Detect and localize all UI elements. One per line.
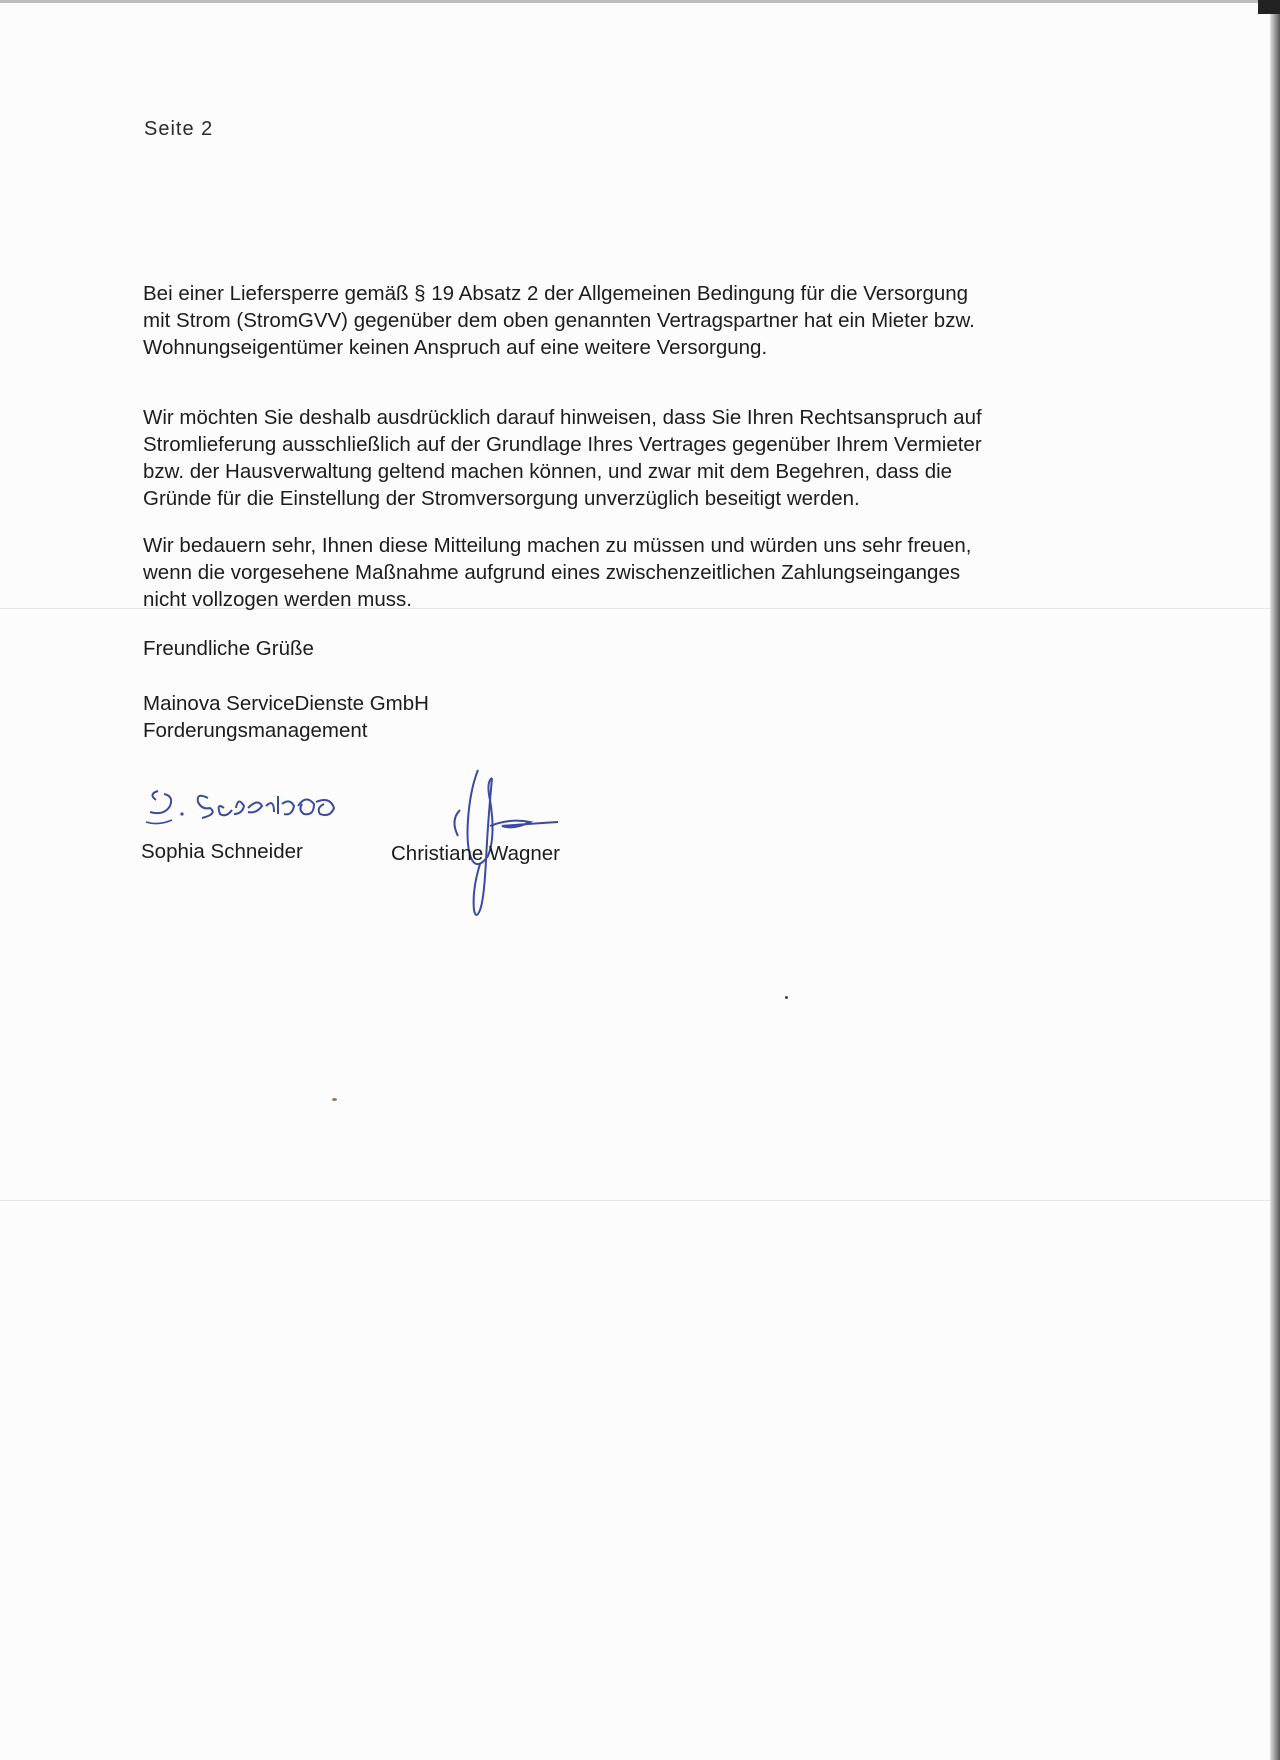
text-line: Gründe für die Einstellung der Stromversorgung unverzüglich beseitigt werden. (143, 487, 860, 510)
scan-speck (785, 996, 788, 999)
scan-speck (332, 1098, 337, 1101)
text-line: nicht vollzogen werden muss. (143, 588, 412, 611)
paper-fold-line (0, 1200, 1270, 1201)
paragraph-liefersperre (143, 280, 1103, 361)
page-number: Seite 2 (144, 118, 214, 140)
department-name: Forderungsmanagement (143, 719, 368, 742)
handwritten-signature-1 (138, 768, 388, 828)
text-line: bzw. der Hausverwaltung geltend machen können, und zwar mit dem Begehren, dass die (143, 460, 953, 483)
closing-greeting: Freundliche Grüße (143, 637, 314, 660)
sender-block (143, 690, 429, 744)
text-line: Wir möchten Sie deshalb ausdrücklich darauf hinweisen, dass Sie Ihren Rechtsanspruch auf (143, 406, 982, 429)
paragraph-rechtsanspruch (143, 404, 1103, 512)
text-line: wenn die vorgesehene Maßnahme aufgrund eines zwischenzeitlichen Zahlungseinganges (143, 561, 961, 584)
text-line: mit Strom (StromGVV) gegenüber dem oben genannten Vertragspartner hat ein Mieter bzw. (143, 309, 975, 332)
signer-name-2: Christiane Wagner (391, 842, 561, 865)
text-line: Bei einer Liefersperre gemäß § 19 Absatz 2 der Allgemeinen Bedingung für die Versorgung (143, 282, 969, 305)
text-line: Stromlieferung ausschließlich auf der Grundlage Ihres Vertrages gegenüber Ihrem Vermieter (143, 433, 982, 456)
text-line: Wir bedauern sehr, Ihnen diese Mitteilung machen zu müssen und würden uns sehr freuen, (143, 534, 972, 557)
signer-name-1: Sophia Schneider (141, 840, 303, 863)
scan-top-edge (0, 0, 1280, 3)
company-name: Mainova ServiceDienste GmbH (143, 692, 429, 715)
text-line: Wohnungseigentümer keinen Anspruch auf eine weitere Versorgung. (143, 336, 768, 359)
scan-corner (1258, 0, 1280, 14)
paragraph-bedauern (143, 532, 1103, 613)
scan-right-edge (1270, 0, 1280, 1760)
